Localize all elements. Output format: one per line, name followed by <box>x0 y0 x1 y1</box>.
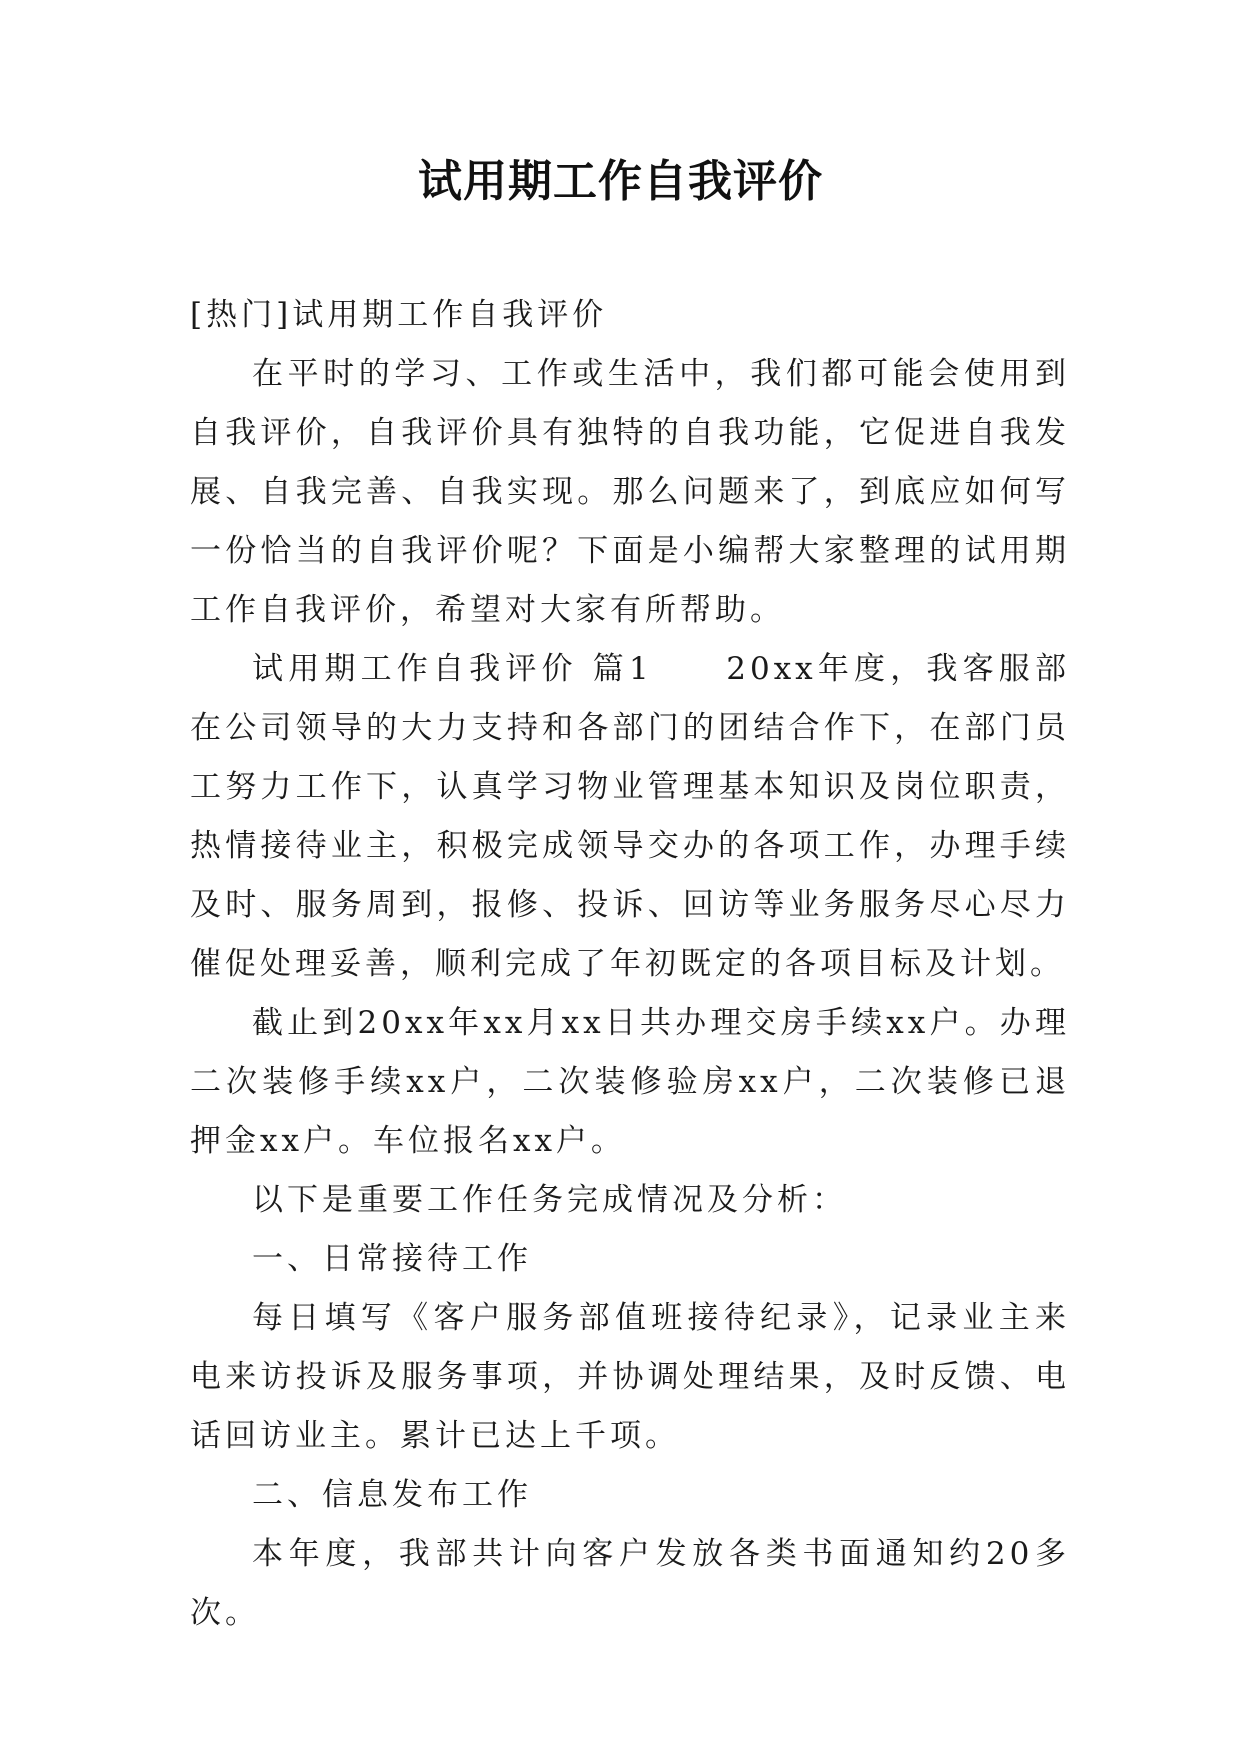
document-title: 试用期工作自我评价 <box>418 156 823 207</box>
document-body <box>190 286 1070 1643</box>
paragraph-reception: 每日填写《客户服务部值班接待纪录》，记录业主来电来访投诉及服务事项，并协调处理结果，及时反馈、电话回访业主。累计已达上千项。 <box>190 1300 1070 1454</box>
section-heading-information: 二、信息发布工作 <box>252 1477 532 1513</box>
paragraph-stats: 截止到20xx年xx月xx日共办理交房手续xx户。办理二次装修手续xx户，二次装修验房xx户，二次装修已退押金xx户。车位报名xx户。 <box>190 1005 1070 1159</box>
section-heading-reception: 一、日常接待工作 <box>252 1241 532 1277</box>
paragraph-part1: 试用期工作自我评价 篇1 20xx年度，我客服部在公司领导的大力支持和各部门的团结合作下，在部门员工努力工作下，认真学习物业管理基本知识及岗位职责，热情接待业主，积极完成领导交办的各项工作，办理手续及时、服务周到，报修、投诉、回访等业务服务尽心尽力催促处理妥善，顺利完成了年初既定的各项目标及计划。 <box>190 651 1070 982</box>
paragraph-information: 本年度，我部共计向客户发放各类书面通知约20多次。 <box>190 1536 1070 1631</box>
paragraph-heading: [热门]试用期工作自我评价 <box>190 297 608 333</box>
paragraph-summary-lead: 以下是重要工作任务完成情况及分析： <box>252 1182 847 1218</box>
paragraph-intro: 在平时的学习、工作或生活中，我们都可能会使用到自我评价，自我评价具有独特的自我功能，它促进自我发展、自我完善、自我实现。那么问题来了，到底应如何写一份恰当的自我评价呢？下面是小编帮大家整理的试用期工作自我评价，希望对大家有所帮助。 <box>190 356 1070 628</box>
